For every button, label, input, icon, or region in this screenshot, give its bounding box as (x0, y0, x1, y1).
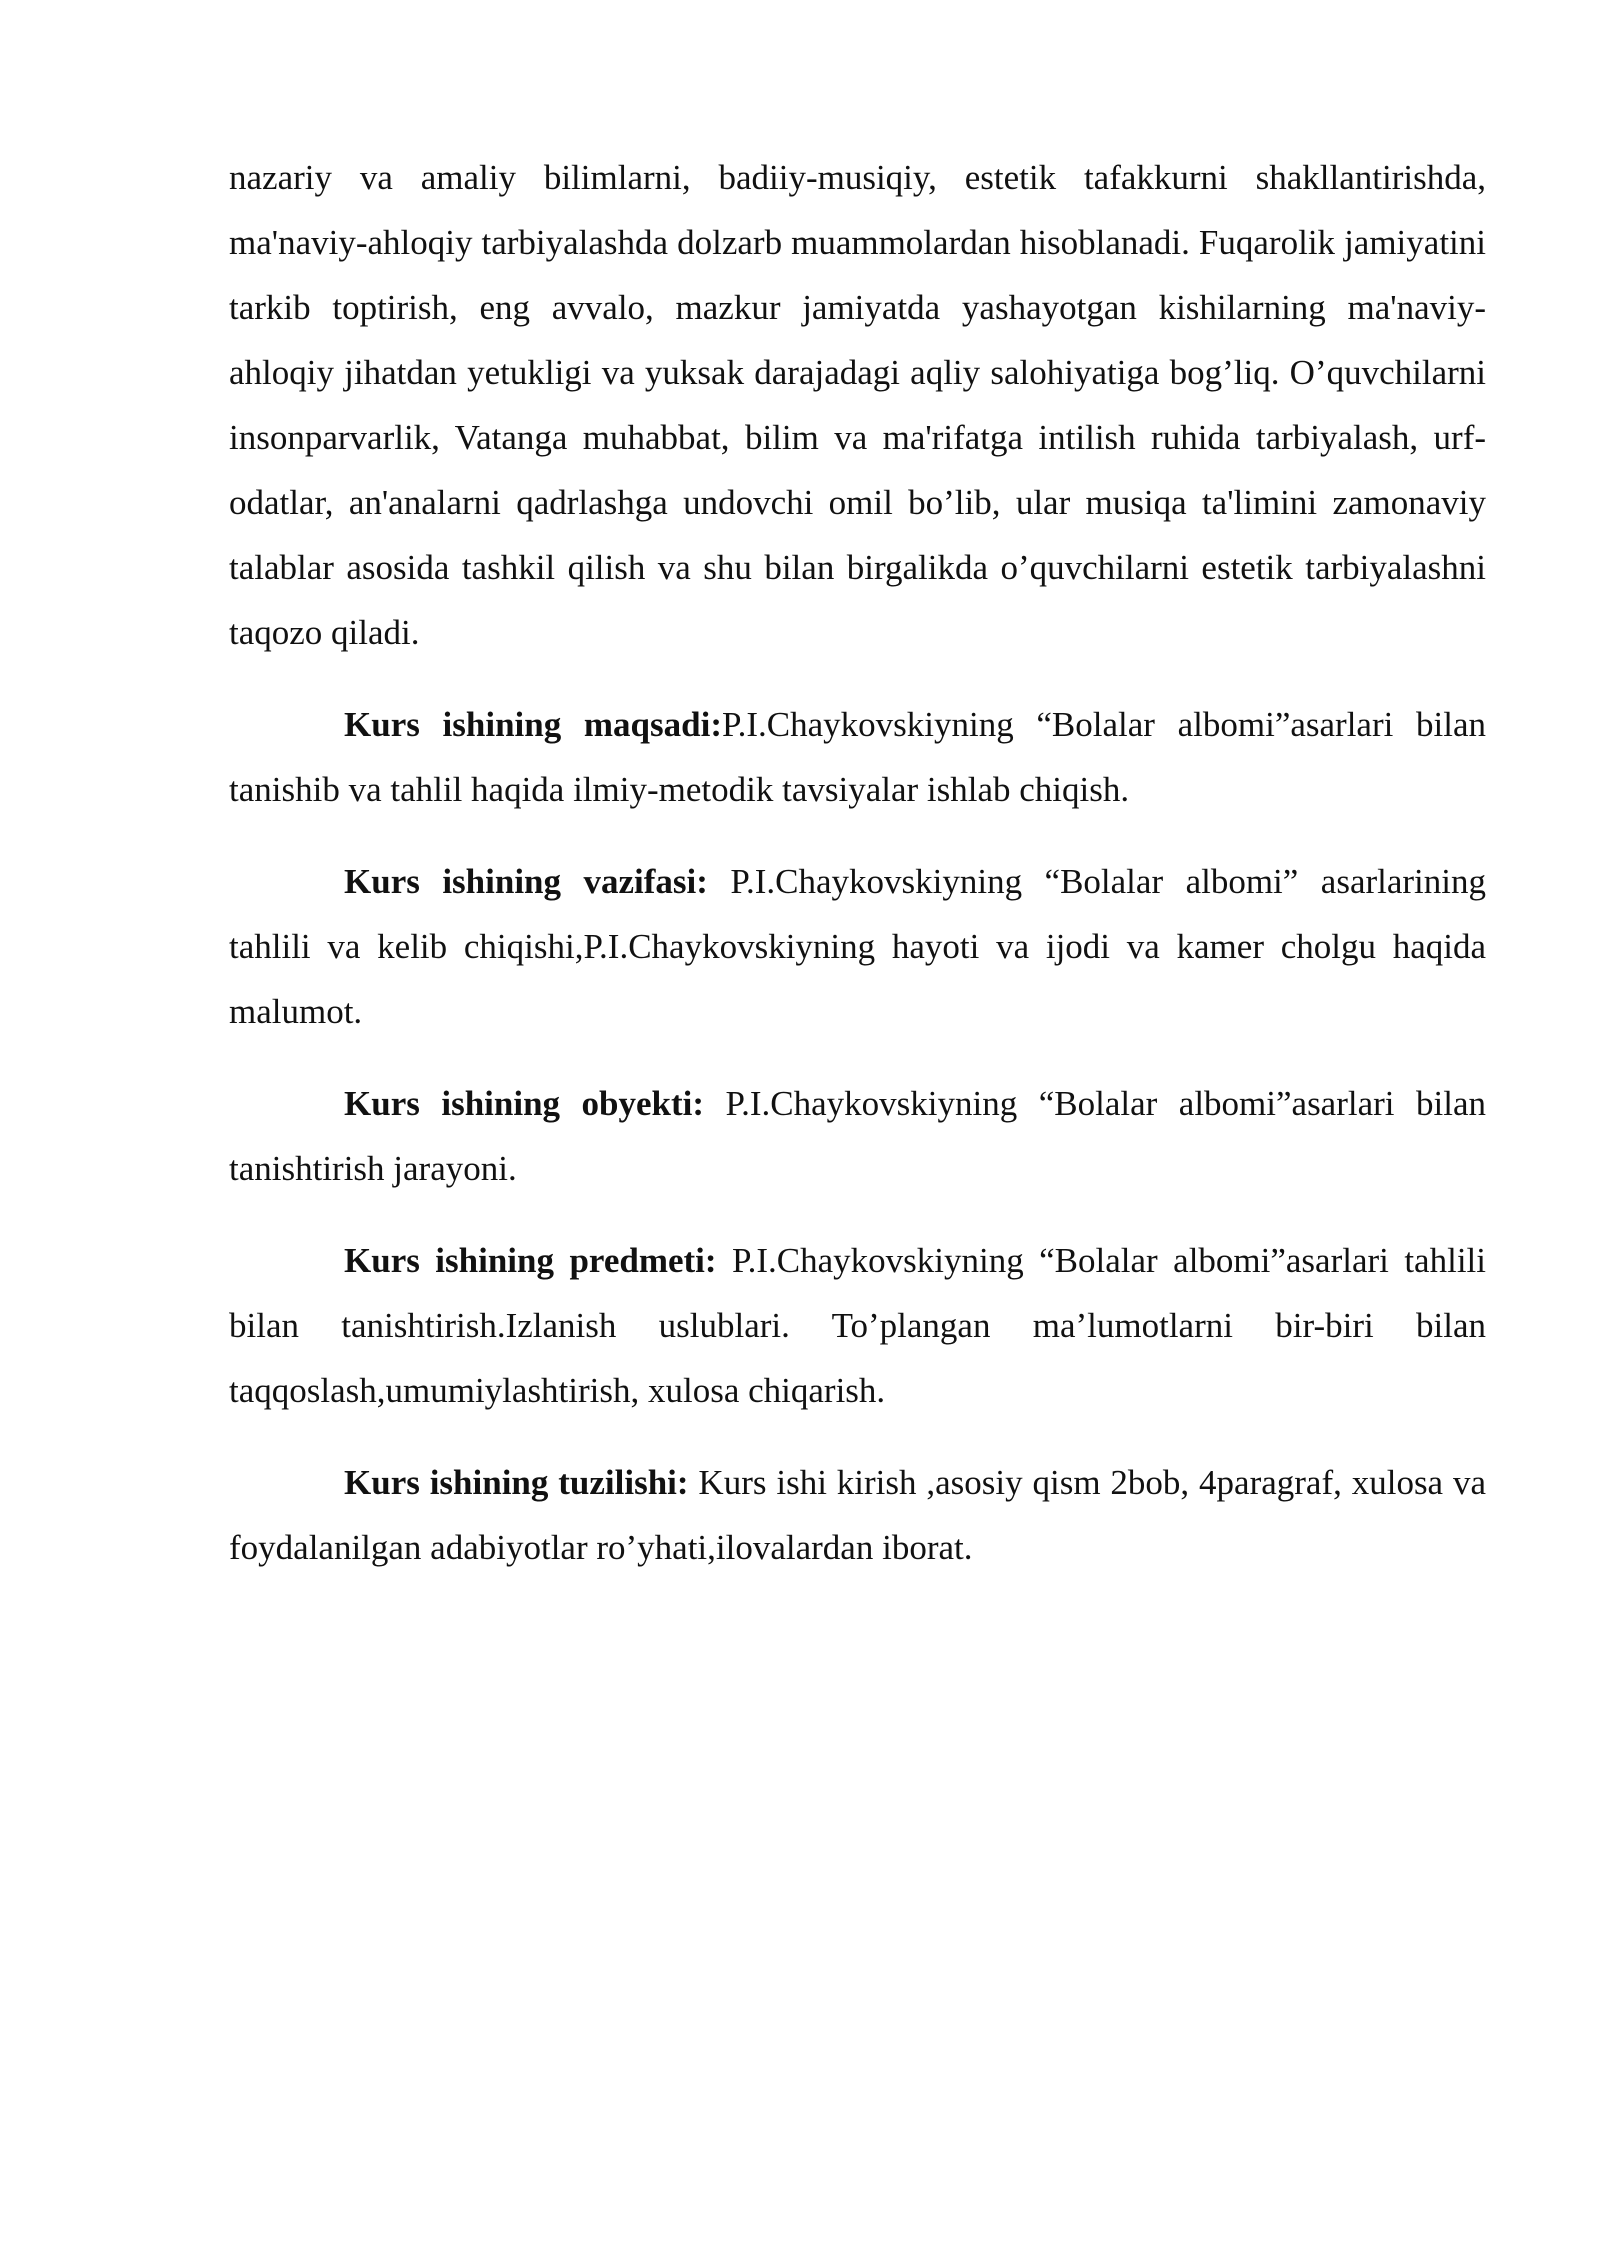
object-label: Kurs ishining obyekti: (344, 1084, 705, 1123)
subject-paragraph (229, 1228, 1486, 1423)
subject-text: P.I.Chaykovskiyning “Bolalar albomi”asarlari tahlili bilan tanishtirish.Izlanish uslublari. To’plangan ma’lumotlarni bir-biri bilan taqqoslash,umumiylashtirish, xulosa chiqarish. (229, 1241, 1486, 1410)
intro-paragraph: nazariy va amaliy bilimlarni, badiiy-musiqiy, estetik tafakkurni shakllantirishda, ma'naviy-ahloqiy tarbiyalashda dolzarb muammolardan hisoblanadi. Fuqarolik jamiyatini tarkib toptirish, eng avvalo, mazkur jamiyatda yashayotgan kishilarning ma'naviy-ahloqiy jihatdan yetukligi va yuksak darajadagi aqliy salohiyatiga bog’liq. O’quvchilarni insonparvarlik, Vatanga muhabbat, bilim va ma'rifatga intilish ruhida tarbiyalash, urf-odatlar, an'analarni qadrlashga undovchi omil bo’lib, ular musiqa ta'limini zamonaviy talablar asosida tashkil qilish va shu bilan birgalikda o’quvchilarni estetik tarbiyalashni taqozo qiladi. (229, 158, 1486, 652)
structure-text: Kurs ishi kirish ,asosiy qism 2bob, 4paragraf, xulosa va foydalanilgan adabiyotlar ro’yhati,ilovalardan iborat. (229, 1463, 1486, 1567)
goal-paragraph (229, 692, 1486, 822)
subject-label: Kurs ishining predmeti: (344, 1241, 717, 1280)
goal-label: Kurs ishining maqsadi: (344, 705, 722, 744)
tasks-paragraph (229, 849, 1486, 1044)
document-body (229, 145, 1486, 1580)
tasks-label: Kurs ishining vazifasi: (344, 862, 708, 901)
object-paragraph (229, 1071, 1486, 1201)
structure-label: Kurs ishining tuzilishi: (344, 1463, 689, 1502)
object-text: P.I.Chaykovskiyning “Bolalar albomi”asarlari bilan tanishtirish jarayoni. (229, 1084, 1486, 1188)
goal-text: P.I.Chaykovskiyning “Bolalar albomi”asarlari bilan tanishib va tahlil haqida ilmiy-metodik tavsiyalar ishlab chiqish. (229, 705, 1487, 809)
structure-paragraph (229, 1450, 1486, 1580)
tasks-text: P.I.Chaykovskiyning “Bolalar albomi” asarlarining tahlili va kelib chiqishi,P.I.Chaykovskiyning hayoti va ijodi va kamer cholgu haqida malumot. (229, 862, 1486, 1031)
